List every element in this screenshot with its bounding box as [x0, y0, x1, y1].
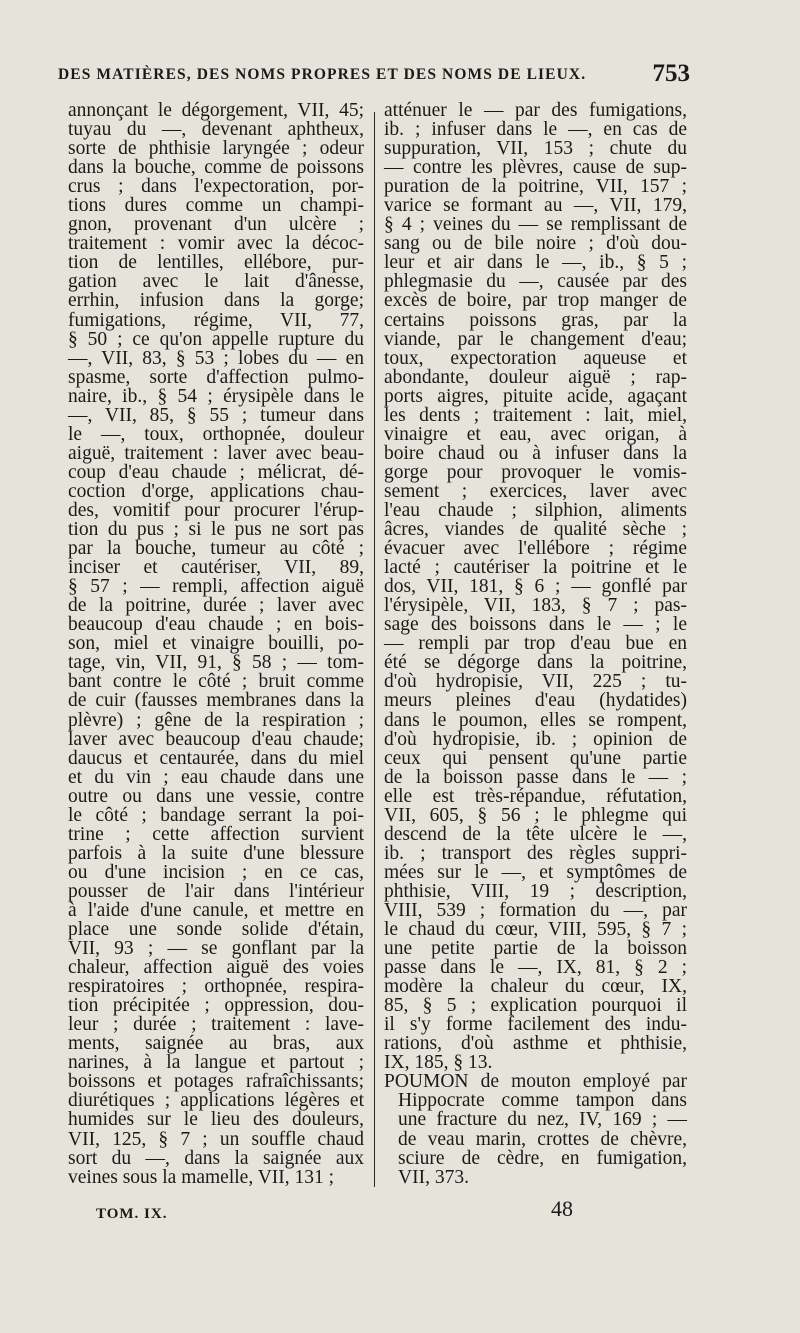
- text-line: errhin, infusion dans la gorge;: [68, 290, 364, 312]
- text-line: sement ; exercices, laver avec: [384, 480, 687, 502]
- text-line: tions dures comme un champi-: [68, 195, 364, 217]
- text-line: inciser et cautériser, VII, 89,: [68, 557, 364, 579]
- text-line: évacuer avec l'ellébore ; régime: [384, 538, 687, 560]
- text-line: pousser de l'air dans l'intérieur: [68, 880, 364, 902]
- text-line: ceux qui pensent qu'une partie: [384, 747, 687, 769]
- text-line: boire chaud ou à infuser dans la: [384, 442, 687, 464]
- text-line: certains poissons gras, par la: [384, 309, 687, 331]
- text-line: d'où hydropisie, VII, 225 ; tu-: [384, 671, 687, 693]
- text-line: 85, § 5 ; explication pourquoi il: [384, 995, 687, 1017]
- text-line: ments, saignée au bras, aux: [68, 1033, 364, 1055]
- text-line: sciure de cèdre, en fumigation,: [398, 1147, 687, 1169]
- text-line: d'où hydropisie, ib. ; opinion de: [384, 728, 687, 750]
- text-line: outre ou dans une vessie, contre: [68, 785, 364, 807]
- text-line: — contre les plèvres, cause de sup-: [384, 157, 687, 179]
- text-line: suppuration, VII, 153 ; chute du: [384, 138, 687, 160]
- text-line: de veau marin, crottes de chèvre,: [398, 1128, 687, 1150]
- text-line: POUMON de mouton employé par: [384, 1071, 687, 1093]
- text-line: ports aigres, pituite acide, agaçant: [384, 385, 687, 407]
- text-line: leur et air dans le —, ib., § 5 ;: [384, 252, 687, 274]
- text-line: puration de la poitrine, VII, 157 ;: [384, 176, 687, 198]
- text-line: gation avec le lait d'ânesse,: [68, 271, 364, 293]
- text-line: sang ou de bile noire ; d'où dou-: [384, 233, 687, 255]
- text-line: de la poitrine, durée ; laver avec: [68, 595, 364, 617]
- text-line: mées sur le —, et symptômes de: [384, 861, 687, 883]
- text-line: trine ; cette affection survient: [68, 823, 364, 845]
- text-line: VIII, 539 ; formation du —, par: [384, 899, 687, 921]
- text-line: crus ; dans l'expectoration, por-: [68, 176, 364, 198]
- text-line: le côté ; bandage serrant la poi-: [68, 804, 364, 826]
- text-line: varice se formant au —, VII, 179,: [384, 195, 687, 217]
- text-line: gnon, provenant d'un ulcère ;: [68, 214, 364, 236]
- text-line: une petite partie de la boisson: [384, 938, 687, 960]
- text-line: § 50 ; ce qu'on appelle rupture du: [68, 328, 364, 350]
- column-divider: [374, 112, 375, 1187]
- text-line: tage, vin, VII, 91, § 58 ; — tom-: [68, 652, 364, 674]
- text-line: humides sur le lieu des douleurs,: [68, 1109, 364, 1131]
- text-line: respiratoires ; orthopnée, respira-: [68, 976, 364, 998]
- text-line: à l'aide d'une canule, et mettre en: [68, 899, 364, 921]
- text-line: tuyau du —, devenant aphtheux,: [68, 119, 364, 141]
- text-line: laver avec beaucoup d'eau chaude;: [68, 728, 364, 750]
- text-line: daucus et centaurée, dans du miel: [68, 747, 364, 769]
- text-line: narines, à la langue et partout ;: [68, 1052, 364, 1074]
- text-line: — rempli par trop d'eau bue en: [384, 633, 687, 655]
- text-line: place une sonde solide d'étain,: [68, 919, 364, 941]
- text-line: coup d'eau chaude ; mélicrat, dé-: [68, 461, 364, 483]
- text-line: aiguë, traitement : laver avec beau-: [68, 442, 364, 464]
- text-line: VII, 93 ; — se gonflant par la: [68, 938, 364, 960]
- text-line: IX, 185, § 13.: [384, 1052, 493, 1074]
- text-line: ib. ; infuser dans le —, en cas de: [384, 119, 687, 141]
- text-line: meurs pleines d'eau (hydatides): [384, 690, 687, 712]
- text-line: chaleur, affection aiguë des voies: [68, 957, 364, 979]
- text-line: dans la bouche, comme de poissons: [68, 157, 364, 179]
- text-line: sage des boissons dans le — ; le: [384, 614, 687, 636]
- text-line: dos, VII, 181, § 6 ; — gonflé par: [384, 576, 687, 598]
- page-header: [58, 60, 690, 90]
- text-line: beaucoup d'eau chaude ; en bois-: [68, 614, 364, 636]
- text-line: ou d'une incision ; en ce cas,: [68, 861, 364, 883]
- text-line: bant contre le côté ; bruit comme: [68, 671, 364, 693]
- text-line: le —, toux, orthopnée, douleur: [68, 423, 364, 445]
- text-line: ib. ; transport des règles suppri-: [384, 842, 687, 864]
- text-line: spasme, sorte d'affection pulmo-: [68, 366, 364, 388]
- text-line: les dents ; traitement : lait, miel,: [384, 404, 687, 426]
- text-line: elle est très-répandue, réfutation,: [384, 785, 687, 807]
- text-line: fumigations, régime, VII, 77,: [68, 309, 364, 331]
- text-line: abondante, douleur aiguë ; rap-: [384, 366, 687, 388]
- text-line: rations, d'où asthme et phthisie,: [384, 1033, 687, 1055]
- text-line: vinaigre et eau, avec origan, à: [384, 423, 687, 445]
- text-line: tion de lentilles, ellébore, pur-: [68, 252, 364, 274]
- text-line: des, vomitif pour procurer l'érup-: [68, 499, 364, 521]
- text-line: modère la chaleur du cœur, IX,: [384, 976, 687, 998]
- text-line: dans le poumon, elles se rompent,: [384, 709, 687, 731]
- text-line: naire, ib., § 54 ; érysipèle dans le: [68, 385, 364, 407]
- page-number: 753: [652, 60, 690, 87]
- text-line: de la boisson passe dans le — ;: [384, 766, 687, 788]
- text-line: par la bouche, tumeur au côté ;: [68, 538, 364, 560]
- text-line: traitement : vomir avec la décoc-: [68, 233, 364, 255]
- right-column: [384, 101, 687, 1187]
- volume-label: TOM. IX.: [96, 1206, 168, 1222]
- text-line: sort du —, dans la saignée aux: [68, 1147, 364, 1169]
- running-title: DES MATIÈRES, DES NOMS PROPRES ET DES NOMS DE LIEUX.: [58, 66, 587, 83]
- text-line: parfois à la suite d'une blessure: [68, 842, 364, 864]
- text-line: passe dans le —, IX, 81, § 2 ;: [384, 957, 687, 979]
- text-line: descend de la tête ulcère le —,: [384, 823, 687, 845]
- text-line: viande, par le changement d'eau;: [384, 328, 687, 350]
- text-line: tion du pus ; si le pus ne sort pas: [68, 519, 364, 541]
- text-line: sorte de phthisie laryngée ; odeur: [68, 138, 364, 160]
- text-line: âcres, viandes de qualité sèche ;: [384, 519, 687, 541]
- text-line: § 4 ; veines du — se remplissant de: [384, 214, 687, 236]
- left-column: [68, 101, 364, 1187]
- text-line: plèvre) ; gêne de la respiration ;: [68, 709, 364, 731]
- signature-mark: 48: [551, 1196, 573, 1221]
- text-line: VII, 605, § 56 ; le phlegme qui: [384, 804, 687, 826]
- text-line: —, VII, 85, § 55 ; tumeur dans: [68, 404, 364, 426]
- text-line: Hippocrate comme tampon dans: [398, 1090, 687, 1112]
- text-line: veines sous la mamelle, VII, 131 ;: [68, 1166, 335, 1188]
- text-line: son, miel et vinaigre bouilli, po-: [68, 633, 364, 655]
- text-line: diurétiques ; applications légères et: [68, 1090, 364, 1112]
- text-line: gorge pour provoquer le vomis-: [384, 461, 687, 483]
- text-line: boissons et potages rafraîchissants;: [68, 1071, 364, 1093]
- text-line: phthisie, VIII, 19 ; description,: [384, 880, 687, 902]
- text-line: lacté ; cautériser la poitrine et le: [384, 557, 687, 579]
- text-line: et du vin ; eau chaude dans une: [68, 766, 364, 788]
- text-line: l'érysipèle, VII, 183, § 7 ; pas-: [384, 595, 687, 617]
- text-line: tion précipitée ; oppression, dou-: [68, 995, 364, 1017]
- text-line: atténuer le — par des fumigations,: [384, 100, 687, 121]
- text-line: il s'y forme facilement des indu-: [384, 1014, 687, 1036]
- text-line: —, VII, 83, § 53 ; lobes du — en: [68, 347, 364, 369]
- text-line: § 57 ; — rempli, affection aiguë: [68, 576, 364, 598]
- text-line: le chaud du cœur, VIII, 595, § 7 ;: [384, 919, 687, 941]
- text-line: de cuir (fausses membranes dans la: [68, 690, 364, 712]
- text-line: VII, 125, § 7 ; un souffle chaud: [68, 1128, 364, 1150]
- text-line: coction d'orge, applications chau-: [68, 480, 364, 502]
- text-line: été se dégorge dans la poitrine,: [384, 652, 687, 674]
- text-line: l'eau chaude ; silphion, aliments: [384, 499, 687, 521]
- text-line: une fracture du nez, IV, 169 ; —: [398, 1109, 687, 1131]
- text-line: excès de boire, par trop manger de: [384, 290, 687, 312]
- text-line: annonçant le dégorgement, VII, 45;: [68, 100, 364, 121]
- text-line: VII, 373.: [398, 1166, 469, 1188]
- text-line: leur ; durée ; traitement : lave-: [68, 1014, 364, 1036]
- text-line: phlegmasie du —, causée par des: [384, 271, 687, 293]
- text-line: toux, expectoration aqueuse et: [384, 347, 687, 369]
